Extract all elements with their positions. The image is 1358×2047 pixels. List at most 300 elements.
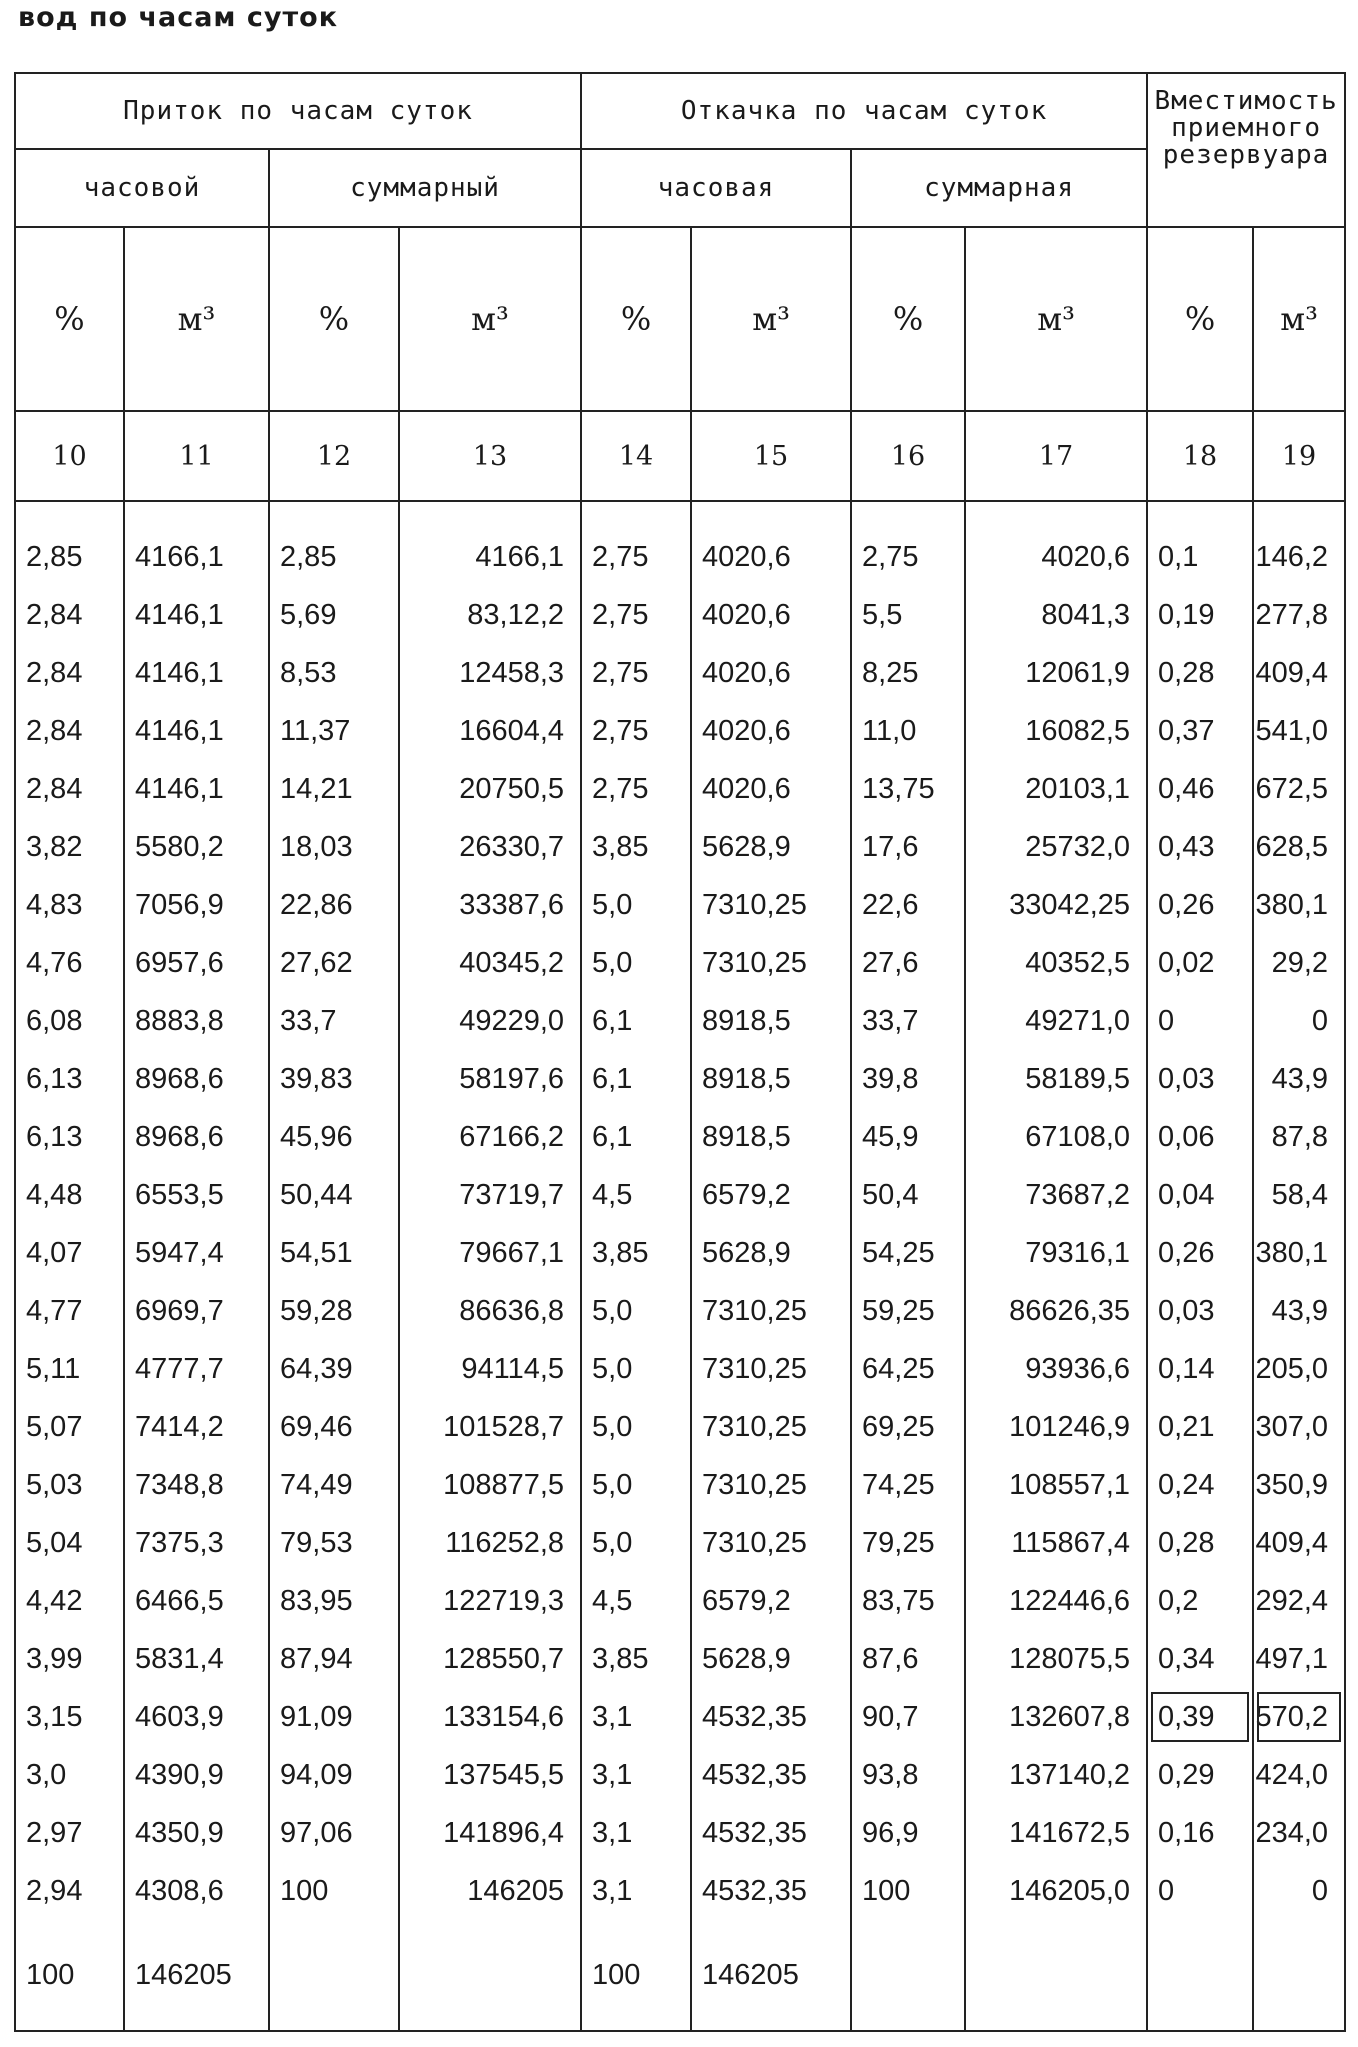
table-cell: 20103,1	[965, 760, 1147, 818]
table-row	[15, 1456, 1345, 1514]
table-cell: 128550,7	[399, 1630, 581, 1688]
table-cell: 8883,8	[124, 992, 269, 1050]
table-cell: 0	[1147, 992, 1253, 1050]
table-cell: 8918,5	[691, 1050, 851, 1108]
table-cell: 0	[1253, 1862, 1345, 1920]
table-cell: 69,46	[269, 1398, 399, 1456]
table-cell: 8041,3	[965, 586, 1147, 644]
table-cell: 93,8	[851, 1746, 965, 1804]
header-inflow-cumulative: суммарный	[269, 149, 581, 227]
table-cell: 4020,6	[691, 760, 851, 818]
table-cell: 43,9	[1253, 1050, 1345, 1108]
table-cell: 5,69	[269, 586, 399, 644]
table-cell: 6,13	[15, 1050, 124, 1108]
table-cell: 39,83	[269, 1050, 399, 1108]
table-cell: 5,0	[581, 934, 691, 992]
total-cell	[399, 1920, 581, 2031]
table-row	[15, 1514, 1345, 1572]
table-cell: 59,25	[851, 1282, 965, 1340]
table-cell: 108877,5	[399, 1456, 581, 1514]
header-capacity: Вместимость приемного резервуара	[1147, 73, 1345, 227]
table-cell: 4020,6	[691, 586, 851, 644]
table-cell: 3,0	[15, 1746, 124, 1804]
table-cell: 3,1	[581, 1862, 691, 1920]
table-cell: 58197,6	[399, 1050, 581, 1108]
total-cell: 146205	[124, 1920, 269, 2031]
table-row	[15, 1804, 1345, 1862]
table-cell: 12458,3	[399, 644, 581, 702]
table-cell: 541,0	[1253, 702, 1345, 760]
table-cell: 22,6	[851, 876, 965, 934]
column-number: 18	[1147, 411, 1253, 501]
unit-percent: %	[15, 227, 124, 411]
table-cell: 4146,1	[124, 760, 269, 818]
table-cell: 64,39	[269, 1340, 399, 1398]
table-cell: 7310,25	[691, 876, 851, 934]
table-cell: 54,51	[269, 1224, 399, 1282]
unit-m3: м³	[399, 227, 581, 411]
table-cell: 8,25	[851, 644, 965, 702]
table-row	[15, 1398, 1345, 1456]
table-cell: 4,48	[15, 1166, 124, 1224]
table-cell: 67108,0	[965, 1108, 1147, 1166]
table-cell: 0,21	[1147, 1398, 1253, 1456]
table-cell: 100	[269, 1862, 399, 1920]
table-cell: 0,24	[1147, 1456, 1253, 1514]
table-cell: 2,75	[581, 586, 691, 644]
table-cell: 0,16	[1147, 1804, 1253, 1862]
table-cell: 5,0	[581, 1282, 691, 1340]
table-cell: 0,26	[1147, 876, 1253, 934]
table-cell: 12061,9	[965, 644, 1147, 702]
table-cell: 0,03	[1147, 1282, 1253, 1340]
table-cell: 79,25	[851, 1514, 965, 1572]
table-cell: 11,37	[269, 702, 399, 760]
table-cell: 83,12,2	[399, 586, 581, 644]
table-cell: 4,5	[581, 1166, 691, 1224]
column-number: 11	[124, 411, 269, 501]
table-row	[15, 1340, 1345, 1398]
table-cell: 4146,1	[124, 702, 269, 760]
table-cell: 4777,7	[124, 1340, 269, 1398]
table-row	[15, 1224, 1345, 1282]
header-pumping-hourly: часовая	[581, 149, 851, 227]
table-cell: 33387,6	[399, 876, 581, 934]
table-cell: 27,6	[851, 934, 965, 992]
table-cell: 4020,6	[965, 501, 1147, 586]
table-cell: 5628,9	[691, 1224, 851, 1282]
table-cell: 49229,0	[399, 992, 581, 1050]
table-cell: 0,34	[1147, 1630, 1253, 1688]
table-cell: 277,8	[1253, 586, 1345, 644]
table-cell: 13,75	[851, 760, 965, 818]
table-row	[15, 876, 1345, 934]
table-cell: 83,95	[269, 1572, 399, 1630]
table-cell: 3,1	[581, 1688, 691, 1746]
table-cell: 307,0	[1253, 1398, 1345, 1456]
table-row	[15, 1108, 1345, 1166]
table-cell: 79667,1	[399, 1224, 581, 1282]
table-cell: 0,03	[1147, 1050, 1253, 1108]
column-number: 12	[269, 411, 399, 501]
table-cell: 4603,9	[124, 1688, 269, 1746]
table-cell: 2,85	[269, 501, 399, 586]
table-cell: 7375,3	[124, 1514, 269, 1572]
table-cell: 73719,7	[399, 1166, 581, 1224]
table-cell: 79316,1	[965, 1224, 1147, 1282]
table-cell: 7310,25	[691, 934, 851, 992]
total-cell	[1253, 1920, 1345, 2031]
table-cell: 570,2	[1253, 1688, 1345, 1746]
table-cell: 5,07	[15, 1398, 124, 1456]
table-cell: 87,8	[1253, 1108, 1345, 1166]
table-row	[15, 1746, 1345, 1804]
table-cell: 94,09	[269, 1746, 399, 1804]
unit-m3: м³	[965, 227, 1147, 411]
table-row	[15, 501, 1345, 586]
table-cell: 7310,25	[691, 1514, 851, 1572]
table-cell: 7310,25	[691, 1398, 851, 1456]
table-cell: 137140,2	[965, 1746, 1147, 1804]
table-cell: 0,28	[1147, 1514, 1253, 1572]
column-number: 13	[399, 411, 581, 501]
table-cell: 4532,35	[691, 1862, 851, 1920]
table-cell: 0,46	[1147, 760, 1253, 818]
header-pumping: Откачка по часам суток	[581, 73, 1147, 149]
table-cell: 86636,8	[399, 1282, 581, 1340]
table-cell: 100	[851, 1862, 965, 1920]
table-cell: 2,97	[15, 1804, 124, 1862]
table-cell: 4532,35	[691, 1804, 851, 1862]
table-cell: 4,5	[581, 1572, 691, 1630]
table-cell: 0,37	[1147, 702, 1253, 760]
table-cell: 4,83	[15, 876, 124, 934]
table-cell: 4146,1	[124, 586, 269, 644]
table-cell: 50,4	[851, 1166, 965, 1224]
table-cell: 141672,5	[965, 1804, 1147, 1862]
table-cell: 33042,25	[965, 876, 1147, 934]
unit-m3: м³	[691, 227, 851, 411]
table-cell: 122719,3	[399, 1572, 581, 1630]
table-cell: 5,0	[581, 1456, 691, 1514]
table-cell: 16082,5	[965, 702, 1147, 760]
table-cell: 4166,1	[124, 501, 269, 586]
table-cell: 2,84	[15, 586, 124, 644]
unit-percent: %	[581, 227, 691, 411]
table-cell: 2,84	[15, 702, 124, 760]
table-cell: 2,85	[15, 501, 124, 586]
total-cell: 100	[581, 1920, 691, 2031]
header-inflow-hourly: часовой	[15, 149, 269, 227]
table-cell: 5,5	[851, 586, 965, 644]
table-cell: 4146,1	[124, 644, 269, 702]
hourly-flow-table	[14, 72, 1346, 2032]
unit-percent: %	[851, 227, 965, 411]
table-cell: 86626,35	[965, 1282, 1147, 1340]
unit-m3: м³	[124, 227, 269, 411]
table-cell: 2,75	[581, 501, 691, 586]
table-cell: 2,75	[851, 501, 965, 586]
table-cell: 101528,7	[399, 1398, 581, 1456]
table-row	[15, 1282, 1345, 1340]
table-cell: 7310,25	[691, 1456, 851, 1514]
table-cell: 3,85	[581, 1630, 691, 1688]
table-cell: 5,0	[581, 1514, 691, 1572]
table-cell: 122446,6	[965, 1572, 1147, 1630]
table-row	[15, 702, 1345, 760]
table-cell: 380,1	[1253, 1224, 1345, 1282]
table-cell: 4,42	[15, 1572, 124, 1630]
total-cell: 146205	[691, 1920, 851, 2031]
table-cell: 3,15	[15, 1688, 124, 1746]
table-row	[15, 760, 1345, 818]
table-cell: 97,06	[269, 1804, 399, 1862]
table-cell: 8,53	[269, 644, 399, 702]
table-cell: 0,29	[1147, 1746, 1253, 1804]
total-cell	[1147, 1920, 1253, 2031]
table-cell: 0,28	[1147, 644, 1253, 702]
table-cell: 292,4	[1253, 1572, 1345, 1630]
table-cell: 5831,4	[124, 1630, 269, 1688]
total-cell	[851, 1920, 965, 2031]
column-number: 14	[581, 411, 691, 501]
table-cell: 59,28	[269, 1282, 399, 1340]
table-cell: 133154,6	[399, 1688, 581, 1746]
table-cell: 5,0	[581, 1398, 691, 1456]
table-cell: 0,19	[1147, 586, 1253, 644]
table-cell: 83,75	[851, 1572, 965, 1630]
table-cell: 5580,2	[124, 818, 269, 876]
table-cell: 64,25	[851, 1340, 965, 1398]
table-cell: 4,76	[15, 934, 124, 992]
table-cell: 58189,5	[965, 1050, 1147, 1108]
table-cell: 5,04	[15, 1514, 124, 1572]
table-cell: 8918,5	[691, 992, 851, 1050]
table-cell: 7310,25	[691, 1340, 851, 1398]
table-cell: 94114,5	[399, 1340, 581, 1398]
table-cell: 8968,6	[124, 1050, 269, 1108]
total-cell	[269, 1920, 399, 2031]
table-row	[15, 1862, 1345, 1920]
table-cell: 132607,8	[965, 1688, 1147, 1746]
table-cell: 7310,25	[691, 1282, 851, 1340]
table-cell: 4308,6	[124, 1862, 269, 1920]
table-cell: 4,07	[15, 1224, 124, 1282]
table-cell: 14,21	[269, 760, 399, 818]
table-cell: 6957,6	[124, 934, 269, 992]
table-cell: 4166,1	[399, 501, 581, 586]
page-title: вод по часам суток	[18, 2, 339, 33]
table-cell: 4,77	[15, 1282, 124, 1340]
table-cell: 16604,4	[399, 702, 581, 760]
table-cell: 33,7	[851, 992, 965, 1050]
table-cell: 96,9	[851, 1804, 965, 1862]
table-cell: 0,26	[1147, 1224, 1253, 1282]
table-cell: 4532,35	[691, 1688, 851, 1746]
table-body	[15, 501, 1345, 2031]
table-cell: 90,7	[851, 1688, 965, 1746]
table-cell: 17,6	[851, 818, 965, 876]
table-cell: 108557,1	[965, 1456, 1147, 1514]
table-row	[15, 644, 1345, 702]
table-cell: 3,1	[581, 1804, 691, 1862]
table-cell: 146205	[399, 1862, 581, 1920]
table-cell: 49271,0	[965, 992, 1147, 1050]
column-number: 10	[15, 411, 124, 501]
table-cell: 73687,2	[965, 1166, 1147, 1224]
table-cell: 128075,5	[965, 1630, 1147, 1688]
table-row	[15, 818, 1345, 876]
table-cell: 8918,5	[691, 1108, 851, 1166]
table-row	[15, 1572, 1345, 1630]
table-cell: 2,75	[581, 760, 691, 818]
table-cell: 22,86	[269, 876, 399, 934]
table-cell: 4532,35	[691, 1746, 851, 1804]
table-cell: 146,2	[1253, 501, 1345, 586]
header-inflow: Приток по часам суток	[15, 73, 581, 149]
table-cell: 69,25	[851, 1398, 965, 1456]
table-cell: 409,4	[1253, 644, 1345, 702]
column-number: 15	[691, 411, 851, 501]
table-cell: 628,5	[1253, 818, 1345, 876]
table-cell: 101246,9	[965, 1398, 1147, 1456]
table-cell: 91,09	[269, 1688, 399, 1746]
unit-percent: %	[269, 227, 399, 411]
table-cell: 8968,6	[124, 1108, 269, 1166]
table-cell: 0	[1253, 992, 1345, 1050]
table-cell: 2,75	[581, 644, 691, 702]
table-cell: 3,99	[15, 1630, 124, 1688]
table-cell: 18,03	[269, 818, 399, 876]
table-cell: 3,85	[581, 818, 691, 876]
table-cell: 672,5	[1253, 760, 1345, 818]
table-cell: 6969,7	[124, 1282, 269, 1340]
table-cell: 234,0	[1253, 1804, 1345, 1862]
unit-m3: м³	[1253, 227, 1345, 411]
table-cell: 0,06	[1147, 1108, 1253, 1166]
table-cell: 6579,2	[691, 1166, 851, 1224]
table-cell: 6,1	[581, 1108, 691, 1166]
total-cell: 100	[15, 1920, 124, 2031]
table-cell: 40352,5	[965, 934, 1147, 992]
table-row	[15, 934, 1345, 992]
table-cell: 74,25	[851, 1456, 965, 1514]
table-cell: 350,9	[1253, 1456, 1345, 1514]
table-cell: 5947,4	[124, 1224, 269, 1282]
table-cell: 25732,0	[965, 818, 1147, 876]
table-cell: 6,13	[15, 1108, 124, 1166]
table-cell: 4020,6	[691, 644, 851, 702]
table-row	[15, 1050, 1345, 1108]
table-cell: 74,49	[269, 1456, 399, 1514]
table-cell: 2,84	[15, 760, 124, 818]
table-cell: 5628,9	[691, 818, 851, 876]
table-cell: 6579,2	[691, 1572, 851, 1630]
table-cell: 0,2	[1147, 1572, 1253, 1630]
table-cell: 4350,9	[124, 1804, 269, 1862]
table-cell: 39,8	[851, 1050, 965, 1108]
table-cell: 26330,7	[399, 818, 581, 876]
table-row	[15, 1166, 1345, 1224]
table-cell: 6,08	[15, 992, 124, 1050]
table-cell: 409,4	[1253, 1514, 1345, 1572]
table-cell: 27,62	[269, 934, 399, 992]
table-cell: 5,0	[581, 876, 691, 934]
column-number: 16	[851, 411, 965, 501]
table-cell: 3,85	[581, 1224, 691, 1282]
table-cell: 0	[1147, 1862, 1253, 1920]
table-cell: 45,96	[269, 1108, 399, 1166]
table-row	[15, 1630, 1345, 1688]
table-cell: 5,03	[15, 1456, 124, 1514]
table-cell: 137545,5	[399, 1746, 581, 1804]
table-cell: 0,43	[1147, 818, 1253, 876]
table-cell: 141896,4	[399, 1804, 581, 1862]
table-cell: 43,9	[1253, 1282, 1345, 1340]
unit-percent: %	[1147, 227, 1253, 411]
table-cell: 0,04	[1147, 1166, 1253, 1224]
table-cell: 2,94	[15, 1862, 124, 1920]
table-cell: 29,2	[1253, 934, 1345, 992]
table-cell: 116252,8	[399, 1514, 581, 1572]
totals-row	[15, 1920, 1345, 2031]
table-cell: 0,39	[1147, 1688, 1253, 1746]
table-cell: 115867,4	[965, 1514, 1147, 1572]
table-cell: 40345,2	[399, 934, 581, 992]
column-number: 19	[1253, 411, 1345, 501]
table-cell: 3,82	[15, 818, 124, 876]
table-cell: 5,11	[15, 1340, 124, 1398]
table-cell: 45,9	[851, 1108, 965, 1166]
table-cell: 205,0	[1253, 1340, 1345, 1398]
table-cell: 4020,6	[691, 501, 851, 586]
table-cell: 87,6	[851, 1630, 965, 1688]
table-cell: 4390,9	[124, 1746, 269, 1804]
table-row	[15, 992, 1345, 1050]
table-cell: 424,0	[1253, 1746, 1345, 1804]
table-cell: 11,0	[851, 702, 965, 760]
table-cell: 93936,6	[965, 1340, 1147, 1398]
table-cell: 4020,6	[691, 702, 851, 760]
table-cell: 2,84	[15, 644, 124, 702]
header-pumping-cumulative: суммарная	[851, 149, 1147, 227]
table-cell: 7348,8	[124, 1456, 269, 1514]
table-cell: 67166,2	[399, 1108, 581, 1166]
table-row	[15, 586, 1345, 644]
table-row	[15, 1688, 1345, 1746]
total-cell	[965, 1920, 1147, 2031]
table-cell: 87,94	[269, 1630, 399, 1688]
table-cell: 6,1	[581, 1050, 691, 1108]
table-cell: 54,25	[851, 1224, 965, 1282]
table-cell: 5,0	[581, 1340, 691, 1398]
table-cell: 380,1	[1253, 876, 1345, 934]
table-cell: 0,14	[1147, 1340, 1253, 1398]
table-cell: 6553,5	[124, 1166, 269, 1224]
table-cell: 5628,9	[691, 1630, 851, 1688]
table-cell: 7056,9	[124, 876, 269, 934]
table-cell: 6466,5	[124, 1572, 269, 1630]
column-number: 17	[965, 411, 1147, 501]
table-cell: 50,44	[269, 1166, 399, 1224]
table-cell: 7414,2	[124, 1398, 269, 1456]
table-cell: 0,1	[1147, 501, 1253, 586]
table-cell: 33,7	[269, 992, 399, 1050]
table-cell: 20750,5	[399, 760, 581, 818]
table-cell: 58,4	[1253, 1166, 1345, 1224]
table-cell: 79,53	[269, 1514, 399, 1572]
table-cell: 497,1	[1253, 1630, 1345, 1688]
